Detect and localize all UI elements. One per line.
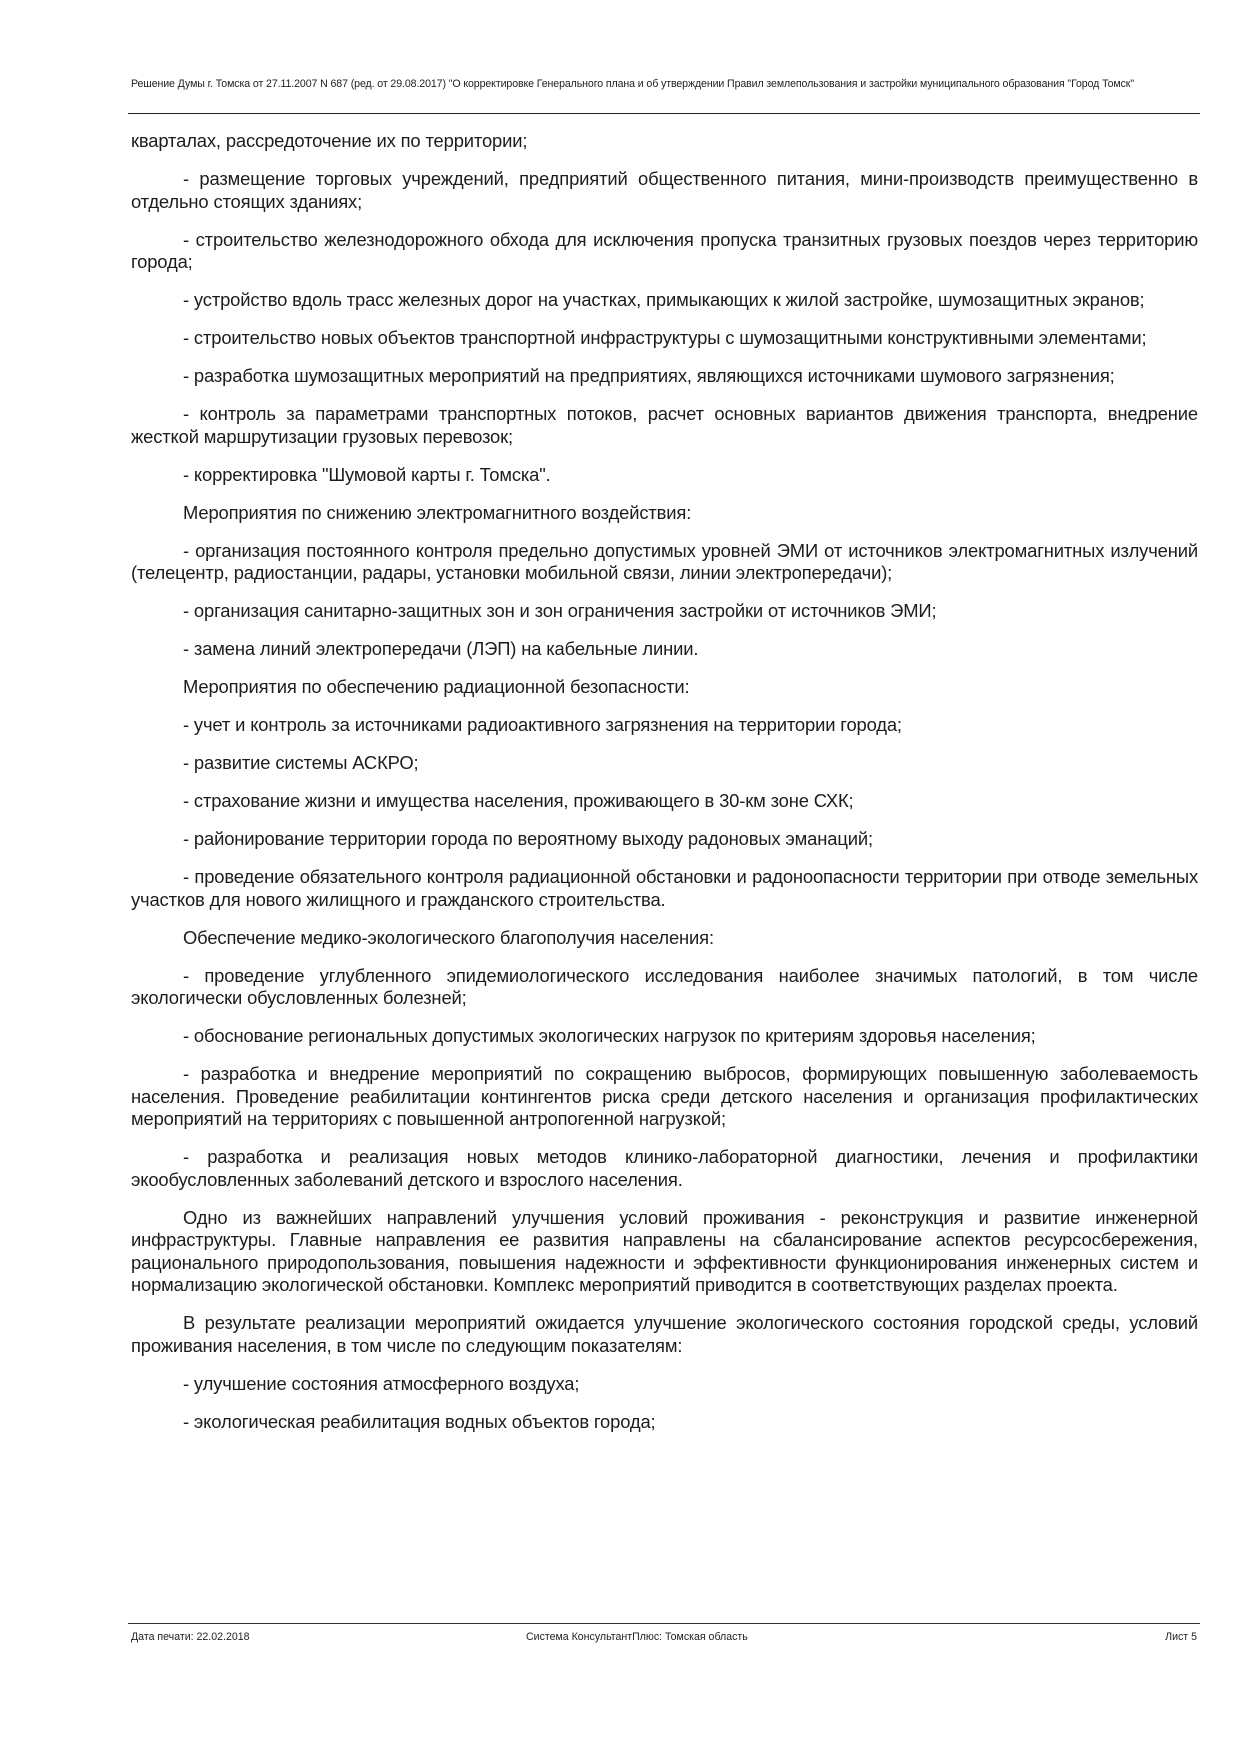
paragraph: - организация постоянного контроля предельно допустимых уровней ЭМИ от источников электромагнитных излучений (телецентр, радиостанции, радары, установки мобильной связи, линии электропередачи); bbox=[131, 539, 1198, 583]
page-footer bbox=[131, 1630, 1197, 1644]
print-date: Дата печати: 22.02.2018 bbox=[131, 1631, 250, 1643]
paragraph: - экологическая реабилитация водных объектов города; bbox=[183, 1410, 656, 1432]
paragraph: - строительство новых объектов транспортной инфраструктуры с шумозащитными конструктивными элементами; bbox=[183, 327, 1147, 348]
paragraph: Одно из важнейших направлений улучшения условий проживания - реконструкция и развитие инженерной инфраструктуры. Главные направления ее развития направлены на сбалансирование аспектов ресурсосбережения, рационального природопользования, повышения надежности и эффективности функционирования инженерных систем и нормализацию экологической обстановки. Комплекс мероприятий приводится в соответствующих разделах проекта. bbox=[131, 1206, 1198, 1295]
paragraph: - улучшение состояния атмосферного воздуха; bbox=[183, 1372, 580, 1394]
paragraph: - разработка и внедрение мероприятий по сокращению выбросов, формирующих повышенную заболеваемость населения. Проведение реабилитации контингентов риска среди детского населения и организация профилактических мероприятий на территориях с повышенной антропогенной нагрузкой; bbox=[131, 1063, 1198, 1129]
paragraph: - обоснование региональных допустимых экологических нагрузок по критериям здоровья населения; bbox=[183, 1025, 1036, 1046]
paragraph: - корректировка "Шумовой карты г. Томска". bbox=[183, 463, 551, 485]
header-divider bbox=[128, 113, 1200, 114]
page-number: Лист 5 bbox=[1165, 1631, 1197, 1643]
paragraph: - учет и контроль за источниками радиоактивного загрязнения на территории города; bbox=[183, 714, 902, 735]
page-header bbox=[131, 78, 1197, 91]
paragraph: В результате реализации мероприятий ожидается улучшение экологического состояния городской среды, условий проживания населения, в том числе по следующим показателям: bbox=[131, 1312, 1198, 1356]
system-name: Система КонсультантПлюс: Томская область bbox=[526, 1631, 748, 1643]
paragraph: - строительство железнодорожного обхода для исключения пропуска транзитных грузовых поездов через территорию города; bbox=[131, 228, 1198, 272]
paragraph: - проведение обязательного контроля радиационной обстановки и радоноопасности территории при отводе земельных участков для нового жилищного и гражданского строительства. bbox=[131, 866, 1198, 910]
document-body bbox=[131, 130, 1198, 1449]
section-heading: Обеспечение медико-экологического благополучия населения: bbox=[183, 926, 714, 948]
paragraph: - замена линий электропередачи (ЛЭП) на кабельные линии. bbox=[183, 638, 699, 659]
paragraph: - разработка и реализация новых методов клинико-лабораторной диагностики, лечения и профилактики экообусловленных заболеваний детского и взрослого населения. bbox=[131, 1146, 1198, 1190]
footer-divider bbox=[128, 1623, 1200, 1624]
paragraph: - разработка шумозащитных мероприятий на предприятиях, являющихся источниками шумового загрязнения; bbox=[183, 365, 1115, 386]
paragraph: - размещение торговых учреждений, предприятий общественного питания, мини-производств преимущественно в отдельно стоящих зданиях; bbox=[131, 168, 1198, 212]
paragraph: - организация санитарно-защитных зон и зон ограничения застройки от источников ЭМИ; bbox=[183, 600, 937, 621]
section-heading: Мероприятия по снижению электромагнитного воздействия: bbox=[183, 501, 692, 523]
section-heading: Мероприятия по обеспечению радиационной безопасности: bbox=[183, 676, 690, 697]
paragraph: - проведение углубленного эпидемиологического исследования наиболее значимых патологий, в том числе экологически обусловленных болезней; bbox=[131, 964, 1198, 1008]
paragraph: - развитие системы АСКРО; bbox=[183, 752, 419, 773]
paragraph: - страхование жизни и имущества населения, проживающего в 30-км зоне СХК; bbox=[183, 790, 854, 811]
paragraph: - районирование территории города по вероятному выходу радоновых эманаций; bbox=[183, 828, 873, 849]
paragraph: - контроль за параметрами транспортных потоков, расчет основных вариантов движения транспорта, внедрение жесткой маршрутизации грузовых перевозок; bbox=[131, 403, 1198, 447]
paragraph: кварталах, рассредоточение их по территории; bbox=[131, 130, 528, 151]
document-title: Решение Думы г. Томска от 27.11.2007 N 687 (ред. от 29.08.2017) "О корректировке Генерального плана и об утверждении Правил землепользования и застройки муниципального образования "Город Томск" bbox=[131, 78, 1134, 90]
paragraph: - устройство вдоль трасс железных дорог на участках, примыкающих к жилой застройке, шумозащитных экранов; bbox=[183, 289, 1145, 310]
